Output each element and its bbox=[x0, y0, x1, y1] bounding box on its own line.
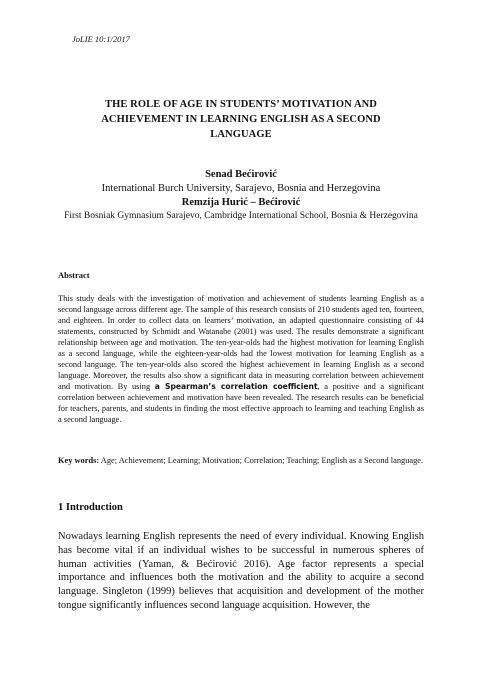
introduction-paragraph: Nowadays learning English represents the need of every individual. Knowing English has become vital if an individual wishes to be successful in numerous spheres of human activities (Yaman, & Bećirović 2016). Age factor represents a special importance and influences both the motivation and the ability to acquire a second language. Singleton (1999) believes that acquisition and development of the mother tongue significantly influences second language acquisition. However, the bbox=[58, 531, 424, 611]
abstract-heading: Abstract bbox=[58, 270, 90, 280]
keywords-paragraph bbox=[58, 455, 424, 466]
author-name: Remzija Hurić – Bećirović bbox=[181, 197, 301, 208]
abstract-text: This study deals with the investigation of motivation and achievement of students learning English as a second language across different age. The sample of this research consists of 210 students aged ten, fourteen, and eighteen. In order to collect data on learners’ motivation, an adapted questionnaire consisting of 44 statements, constructed by Schmidt and Watanabe (2001) was used. The results demonstrate a significant relationship between age and motivation. The ten-year-olds had the highest motivation for learning English as a second language, while the eighteen-year-olds had the lowest motivation for learning English as a second language. The ten-year-olds also scored the highest achievement in learning English as a second language. Moreover, the results also show a significant data in measuring correlation between achievement and motivation. By using bbox=[58, 294, 424, 391]
abstract-highlight: a Spearman’s correlation coefficient bbox=[154, 382, 318, 391]
author-affiliation: First Bosniak Gymnasium Sarajevo, Cambridge International School, Bosnia & Herzegovina bbox=[64, 211, 418, 221]
author-block bbox=[56, 168, 426, 223]
abstract-text: , a positive and a significant correlation between achievement and motivation have been revealed. The research results can be beneficial for teachers, parents, and students in finding the most effective approach to learning and teaching English as a second language. bbox=[58, 382, 424, 424]
keywords-label: Key words: bbox=[58, 456, 100, 465]
paper-title: THE ROLE OF AGE IN STUDENTS’ MOTIVATION AND ACHIEVEMENT IN LEARNING ENGLISH AS A SECOND LANGUAGE bbox=[101, 99, 381, 140]
author-name: Senad Bećirović bbox=[205, 169, 277, 180]
abstract-body bbox=[58, 293, 424, 425]
author-affiliation: International Burch University, Sarajevo, Bosnia and Herzegovina bbox=[101, 183, 381, 194]
keywords-list: Age; Achievement; Learning; Motivation; Correlation; Teaching; English as a Second language. bbox=[99, 456, 424, 465]
running-header: JoLIE 10:1/2017 bbox=[72, 34, 130, 44]
section-heading: 1 Introduction bbox=[58, 502, 123, 513]
